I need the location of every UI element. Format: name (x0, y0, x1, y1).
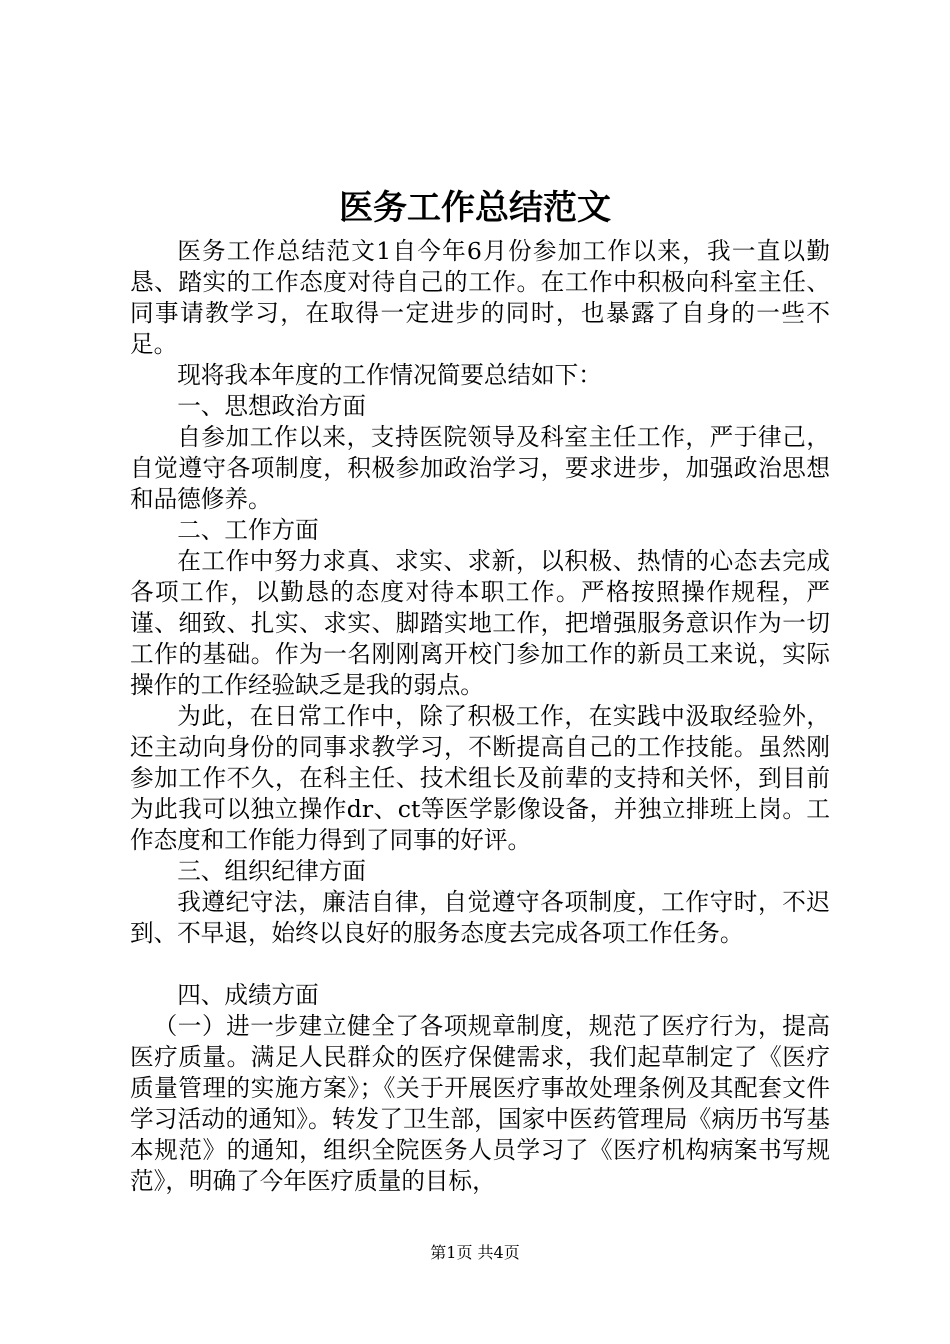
paragraph-politics: 自参加工作以来，支持医院领导及科室主任工作，严于律己，自觉遵守各项制度，积极参加政治学习，要求进步，加强政治思想和品德修养。 (130, 423, 830, 513)
paragraph-intro: 医务工作总结范文1自今年6月份参加工作以来，我一直以勤恳、踏实的工作态度对待自己的工作。在工作中积极向科室主任、同事请教学习，在取得一定进步的同时，也暴露了自身的一些不足。 (130, 237, 830, 358)
paragraph-achievements: （一）进一步建立健全了各项规章制度，规范了医疗行为，提高医疗质量。满足人民群众的医疗保健需求，我们起草制定了《医疗质量管理的实施方案》；《关于开展医疗事故处理条例及其配套文件学习活动的通知》。转发了卫生部，国家中医药管理局《病历书写基本规范》的通知，组织全院医务人员学习了《医疗机构病案书写规范》，明确了今年医疗质量的目标， (130, 1012, 830, 1195)
section-heading-work: 二、工作方面 (177, 516, 319, 544)
page-footer: 第1页 共4页 (430, 1243, 520, 1262)
blank-line (130, 949, 830, 980)
paragraph-skills: 为此，在日常工作中，除了积极工作，在实践中汲取经验外，还主动向身份的同事求教学习，不断提高自己的工作技能。虽然刚参加工作不久，在科主任、技术组长及前辈的支持和关怀，到目前为此我可以独立操作dr、ct等医学影像设备，并独立排班上岗。工作态度和工作能力得到了同事的好评。 (130, 702, 830, 854)
paragraph-work: 在工作中努力求真、求实、求新，以积极、热情的心态去完成各项工作，以勤恳的态度对待本职工作。严格按照操作规程，严谨、细致、扎实、求实、脚踏实地工作，把增强服务意识作为一切工作的基础。作为一名刚刚离开校门参加工作的新员工来说，实际操作的工作经验缺乏是我的弱点。 (130, 547, 830, 699)
section-heading-achievements: 四、成绩方面 (177, 981, 319, 1009)
document-title: 医务工作总结范文 (339, 188, 611, 228)
paragraph-summary-lead: 现将我本年度的工作情况简要总结如下： (177, 361, 602, 389)
paragraph-discipline: 我遵纪守法，廉洁自律，自觉遵守各项制度，工作守时，不迟到、不早退，始终以良好的服务态度去完成各项工作任务。 (130, 888, 830, 947)
document-body (130, 236, 830, 1197)
section-heading-discipline: 三、组织纪律方面 (177, 857, 366, 885)
section-heading-politics: 一、思想政治方面 (177, 392, 366, 420)
